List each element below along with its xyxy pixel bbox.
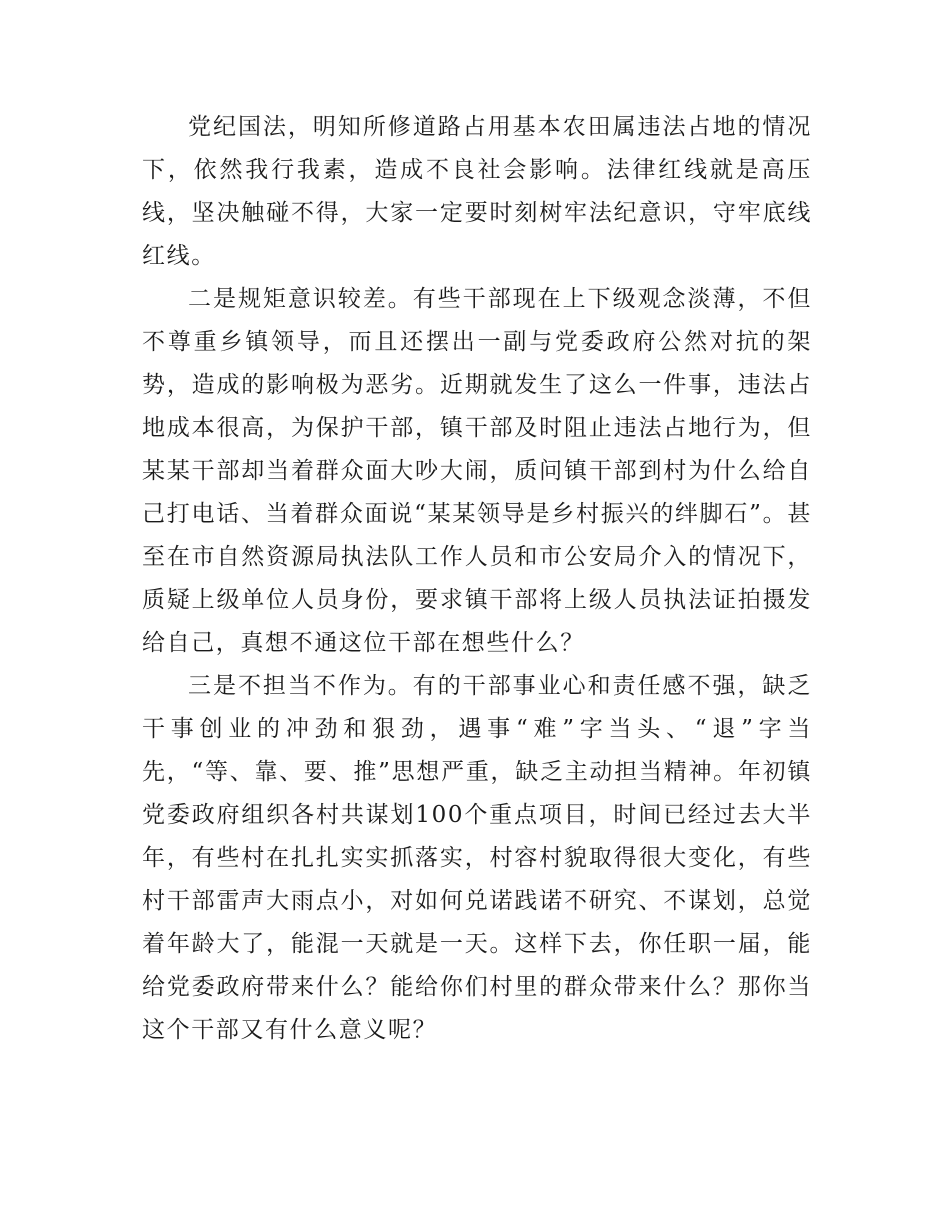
document-body bbox=[142, 106, 812, 1052]
paragraph-3: 三是不担当不作为。有的干部事业心和责任感不强，缺乏干事创业的冲劲和狠劲，遇事“难”字当头、“退”字当先，“等、靠、要、推”思想严重，缺乏主动担当精神。年初镇党委政府组织各村共谋划100个重点项目，时间已经过去大半年，有些村在扎扎实实抓落实，村容村貌取得很大变化，有些村干部雷声大雨点小，对如何兑诺践诺不研究、不谋划，总觉着年龄大了，能混一天就是一天。这样下去，你任职一届，能给党委政府带来什么？能给你们村里的群众带来什么？那你当这个干部又有什么意义呢？ bbox=[142, 673, 812, 1043]
paragraph-1: 党纪国法，明知所修道路占用基本农田属违法占地的情况下，依然我行我素，造成不良社会影响。法律红线就是高压线，坚决触碰不得，大家一定要时刻树牢法纪意识，守牢底线红线。 bbox=[142, 114, 812, 269]
paragraph-2: 二是规矩意识较差。有些干部现在上下级观念淡薄，不但不尊重乡镇领导，而且还摆出一副与党委政府公然对抗的架势，造成的影响极为恶劣。近期就发生了这么一件事，违法占地成本很高，为保护干部，镇干部及时阻止违法占地行为，但某某干部却当着群众面大吵大闹，质问镇干部到村为什么给自己打电话、当着群众面说“某某领导是乡村振兴的绊脚石”。甚至在市自然资源局执法队工作人员和市公安局介入的情况下，质疑上级单位人员身份，要求镇干部将上级人员执法证拍摄发给自己，真想不通这位干部在想些什么？ bbox=[142, 286, 812, 656]
